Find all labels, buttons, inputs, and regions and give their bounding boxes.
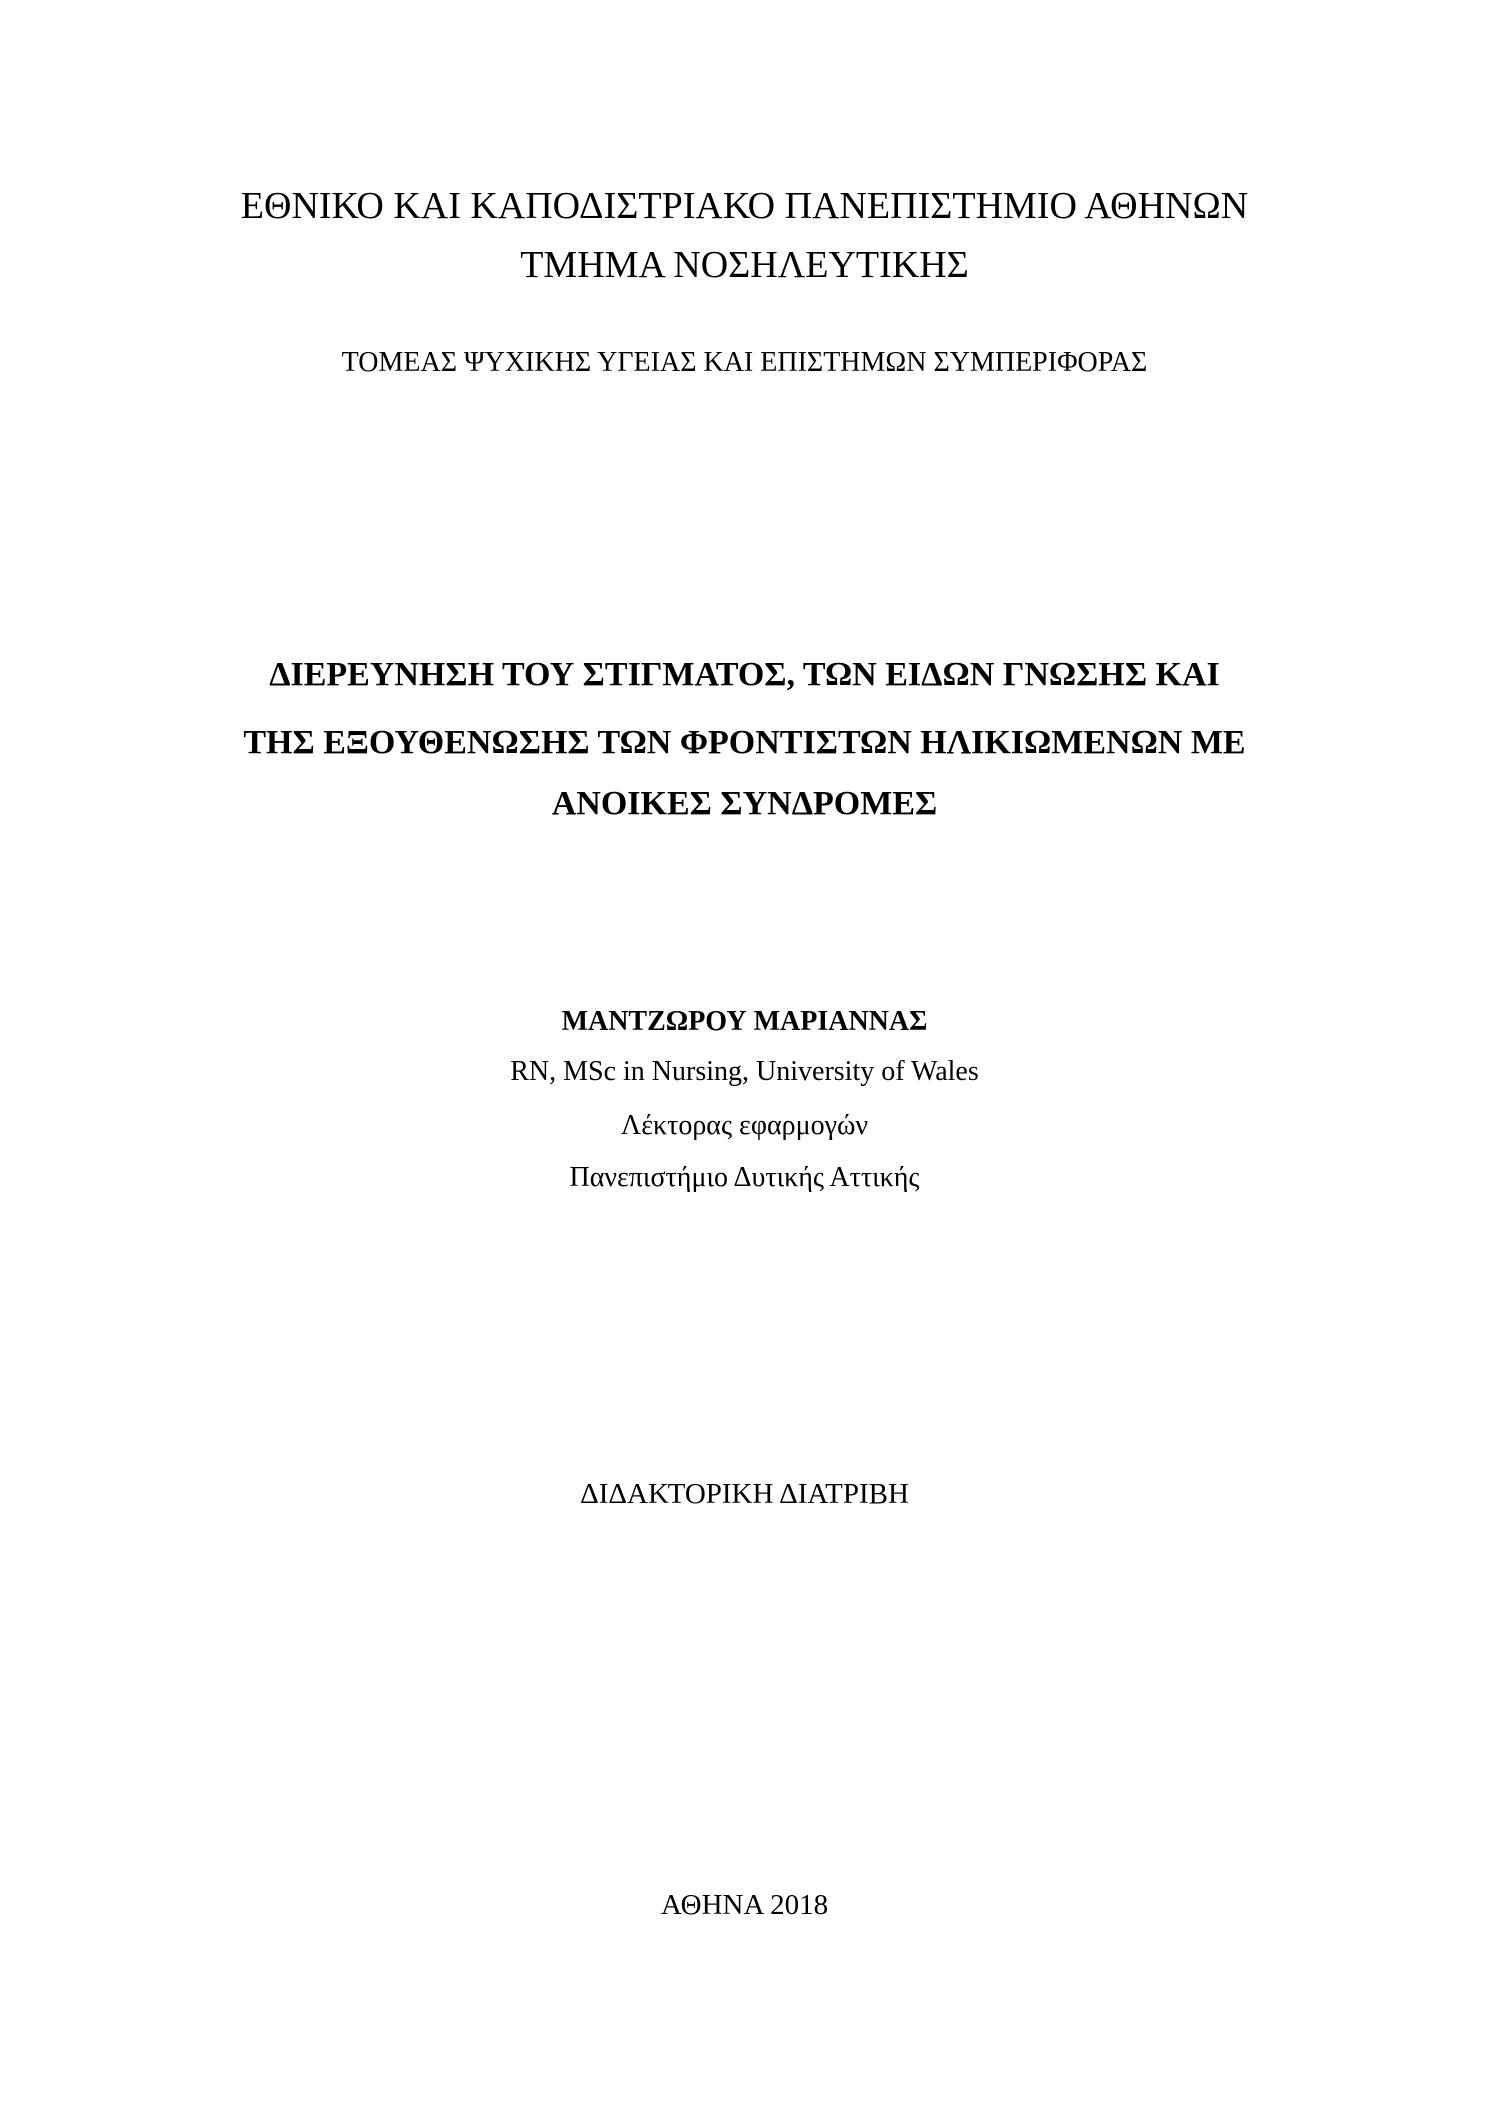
thesis-title-line-2: ΤΗΣ ΕΞΟΥΘΕΝΩΣΗΣ ΤΩΝ ΦΡΟΝΤΙΣΤΩΝ ΗΛΙΚΙΩΜΕΝΩΝ ΜΕ xyxy=(243,724,1246,761)
thesis-title-line-3: ΑΝΟΙΚΕΣ ΣΥΝΔΡΟΜΕΣ xyxy=(551,785,938,822)
thesis-title-line-1: ΔΙΕΡΕΥΝΗΣΗ ΤΟΥ ΣΤΙΓΜΑΤΟΣ, ΤΩΝ ΕΙΔΩΝ ΓΝΩΣΗΣ ΚΑΙ xyxy=(269,656,1220,693)
document-type: ΔΙΔΑΚΤΟΡΙΚΗ ΔΙΑΤΡΙΒΗ xyxy=(580,1478,909,1510)
sector-name: ΤΟΜΕΑΣ ΨΥΧΙΚΗΣ ΥΓΕΙΑΣ ΚΑΙ ΕΠΙΣΤΗΜΩΝ ΣΥΜΠΕΡΙΦΟΡΑΣ xyxy=(341,347,1148,378)
department-name: ΤΜΗΜΑ ΝΟΣΗΛΕΥΤΙΚΗΣ xyxy=(520,244,969,286)
author-degree: RN, MSc in Nursing, University of Wales xyxy=(510,1056,979,1087)
author-affiliation: Πανεπιστήμιο Δυτικής Αττικής xyxy=(569,1162,920,1193)
author-name: ΜΑΝΤΖΩΡΟΥ ΜΑΡΙΑΝΝΑΣ xyxy=(561,1006,928,1037)
university-name: ΕΘΝΙΚΟ ΚΑΙ ΚΑΠΟΔΙΣΤΡΙΑΚΟ ΠΑΝΕΠΙΣΤΗΜΙΟ ΑΘΗΝΩΝ xyxy=(240,185,1249,227)
place-and-year: ΑΘΗΝΑ 2018 xyxy=(660,1889,829,1921)
author-position: Λέκτορας εφαρμογών xyxy=(620,1110,869,1141)
